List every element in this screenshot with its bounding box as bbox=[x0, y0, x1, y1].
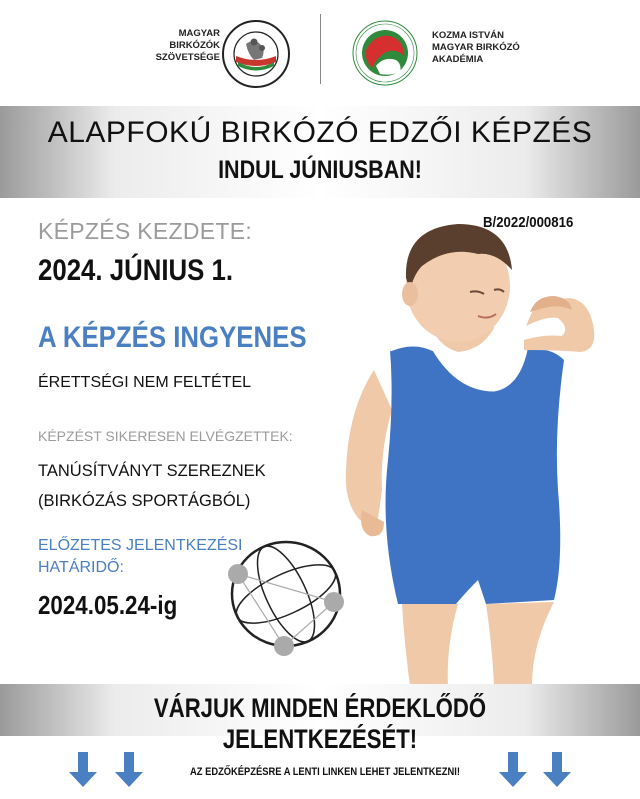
mbsz-logo-icon bbox=[222, 20, 290, 88]
right-org-line: AKADÉMIA bbox=[432, 54, 484, 65]
down-arrow-icon bbox=[542, 752, 572, 788]
page-subtitle: INDUL JÚNIUSBAN! bbox=[218, 156, 422, 184]
free-course-heading: A KÉPZÉS INGYENES bbox=[38, 321, 307, 354]
right-org-line: MAGYAR BIRKÓZÓ bbox=[432, 42, 520, 53]
certificate-text: TANÚSÍTVÁNYT SZEREZNEK bbox=[38, 462, 266, 480]
registration-number: B/2022/000816 bbox=[483, 214, 574, 231]
deadline-date: 2024.05.24-ig bbox=[38, 590, 178, 620]
left-org-line: BIRKÓZÓK bbox=[169, 40, 220, 51]
right-org-line: KOZMA ISTVÁN bbox=[432, 30, 504, 41]
right-org-name bbox=[432, 30, 542, 66]
footer-note: AZ EDZŐKÉPZÉSRE A LENTI LINKEN LEHET JELENTKEZNI! bbox=[190, 766, 460, 778]
left-org-line: SZÖVETSÉGE bbox=[155, 52, 220, 63]
wrestler-boy-image bbox=[318, 200, 638, 686]
certificate-subtext: (BIRKÓZÁS SPORTÁGBÓL) bbox=[38, 492, 251, 510]
deadline-label: ELŐZETES JELENTKEZÉSI bbox=[38, 537, 243, 554]
page-title: ALAPFOKÚ BIRKÓZÓ EDZŐI KÉPZÉS bbox=[47, 116, 593, 149]
wrestling-ball-icon bbox=[222, 536, 362, 662]
academy-logo-icon bbox=[352, 20, 418, 86]
start-date-label: KÉPZÉS KEZDETE: bbox=[38, 218, 253, 244]
down-arrow-icon bbox=[68, 752, 98, 788]
deadline-label-2: HATÁRIDŐ: bbox=[38, 559, 124, 576]
graduation-label: KÉPZÉST SIKERESEN ELVÉGZETTEK: bbox=[38, 428, 293, 444]
down-arrow-icon bbox=[498, 752, 528, 788]
requirement-text: ÉRETTSÉGI NEM FELTÉTEL bbox=[38, 374, 252, 391]
left-org-line: MAGYAR bbox=[178, 28, 220, 39]
header-divider bbox=[320, 14, 321, 84]
start-date: 2024. JÚNIUS 1. bbox=[38, 254, 234, 287]
down-arrow-icon bbox=[114, 752, 144, 788]
call-to-action: VÁRJUK MINDEN ÉRDEKLŐDŐ JELENTKEZÉSÉT! bbox=[153, 693, 487, 754]
left-org-name bbox=[138, 28, 220, 64]
